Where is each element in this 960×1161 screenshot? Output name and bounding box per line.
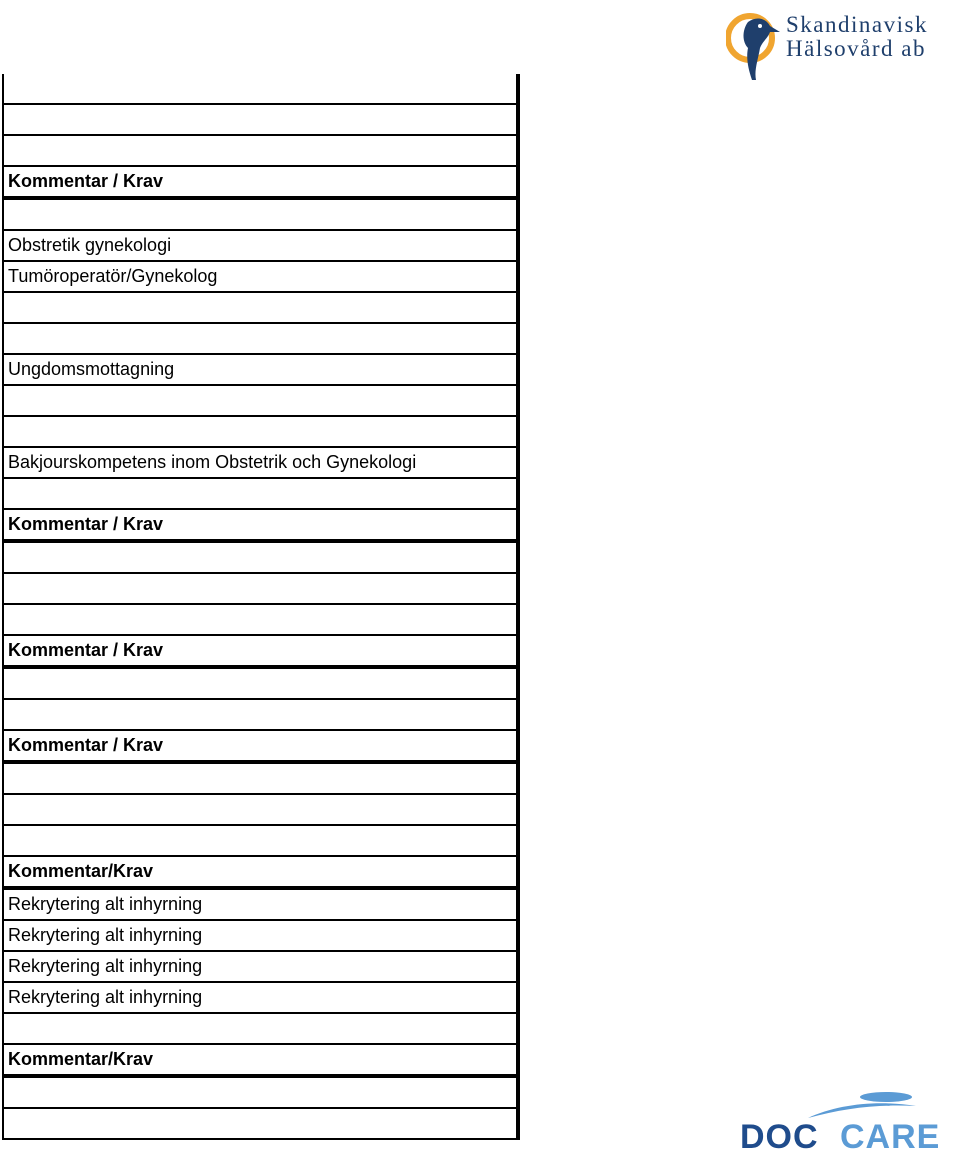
table-row: [4, 136, 516, 167]
table-row: [4, 826, 516, 857]
section-header-row: Kommentar/Krav: [4, 857, 516, 890]
table-row: Rekrytering alt inhyrning: [4, 921, 516, 952]
table-row: Tumöroperatör/Gynekolog: [4, 262, 516, 293]
section-header-row: Kommentar / Krav: [4, 731, 516, 764]
table-row: [4, 417, 516, 448]
requirements-table: [2, 74, 520, 1140]
swoosh-icon: [808, 1090, 918, 1120]
section-header-row: Kommentar / Krav: [4, 636, 516, 669]
table-row: [4, 764, 516, 795]
table-row: [4, 669, 516, 700]
table-row: [4, 479, 516, 510]
table-row: [4, 1109, 516, 1138]
table-row: [4, 105, 516, 136]
table-row: Bakjourskompetens inom Obstetrik och Gynekologi: [4, 448, 516, 479]
logo-doc-text: DOC: [740, 1118, 819, 1156]
table-row: [4, 386, 516, 417]
table-row: [4, 1014, 516, 1045]
logo-text-line2: Hälsovård ab: [786, 36, 926, 61]
table-row: Ungdomsmottagning: [4, 355, 516, 386]
table-row: [4, 74, 516, 105]
skandinavisk-halsovard-logo: [726, 8, 958, 84]
section-header-row: Kommentar / Krav: [4, 510, 516, 543]
section-header-row: Kommentar / Krav: [4, 167, 516, 200]
table-row: Rekrytering alt inhyrning: [4, 952, 516, 983]
logo-care-text: CARE: [840, 1118, 941, 1156]
table-row: [4, 543, 516, 574]
table-row: Rekrytering alt inhyrning: [4, 983, 516, 1014]
table-row: [4, 574, 516, 605]
table-row: [4, 700, 516, 731]
table-row: [4, 200, 516, 231]
table-row: Rekrytering alt inhyrning: [4, 890, 516, 921]
table-row: Obstretik gynekologi: [4, 231, 516, 262]
table-row: [4, 293, 516, 324]
section-header-row: Kommentar/Krav: [4, 1045, 516, 1078]
logo-text-line1: Skandinavisk: [786, 12, 928, 37]
table-row: [4, 324, 516, 355]
doc-care-logo: [740, 1090, 944, 1158]
kookaburra-logo-icon: [726, 8, 782, 82]
table-row: [4, 605, 516, 636]
table-row: [4, 1078, 516, 1109]
table-row: [4, 795, 516, 826]
